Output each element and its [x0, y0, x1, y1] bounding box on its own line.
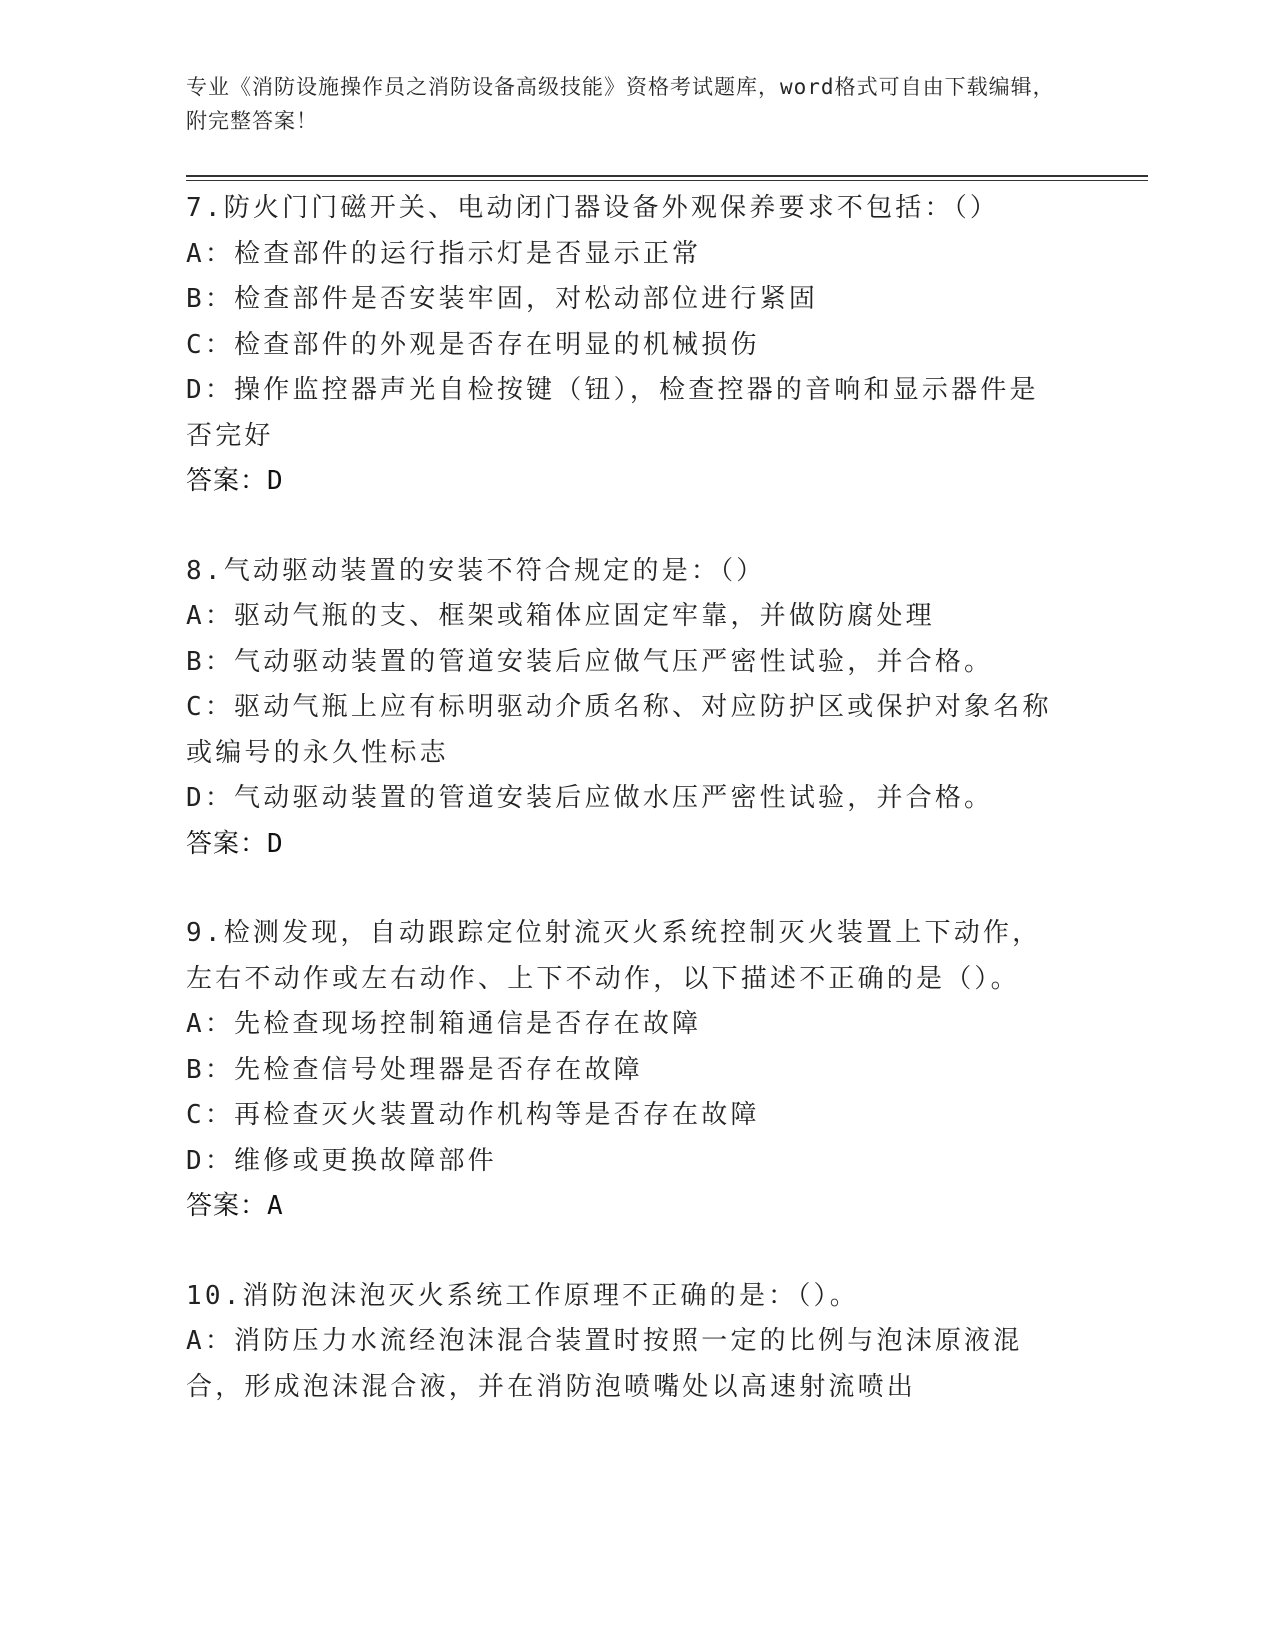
answer-label: 答案：D [186, 466, 284, 496]
option-a: A：检查部件的运行指示灯是否显示正常 [186, 238, 702, 269]
option-b: B：气动驱动装置的管道安装后应做气压严密性试验，并合格。 [186, 646, 994, 677]
question-list [186, 186, 1066, 1454]
answer-label: 答案：A [186, 1191, 284, 1221]
answer-label: 答案：D [186, 828, 284, 859]
option-a: A：驱动气瓶的支、框架或箱体应固定牢靠，并做防腐处理 [186, 601, 935, 631]
option-b: B：检查部件是否安装牢固，对松动部位进行紧固 [186, 284, 819, 314]
question-8 [186, 549, 1066, 868]
header-divider [186, 175, 1148, 181]
question-stem: 7.防火门门磁开关、电动闭门器设备外观保养要求不包括：（） [186, 193, 1000, 223]
option-c: C：检查部件的外观是否存在明显的机械损伤 [186, 329, 760, 360]
question-7 [186, 186, 1066, 505]
option-a: A：先检查现场控制箱通信是否存在故障 [186, 1009, 702, 1039]
option-b: B：先检查信号处理器是否存在故障 [186, 1054, 643, 1085]
question-10 [186, 1274, 1066, 1411]
document-header-text: 专业《消防设施操作员之消防设备高级技能》资格考试题库，word格式可自由下载编辑，附完整答案！ [186, 75, 1055, 133]
option-d: D：气动驱动装置的管道安装后应做水压严密性试验，并合格。 [186, 783, 994, 813]
option-c: C：驱动气瓶上应有标明驱动介质名称、对应防护区或保护对象名称或编号的永久性标志 [186, 692, 1052, 768]
option-a: A：消防压力水流经泡沫混合装置时按照一定的比例与泡沫原液混合，形成泡沫混合液，并在消防泡喷嘴处以高速射流喷出 [186, 1326, 1023, 1402]
option-d: D：维修或更换故障部件 [186, 1145, 497, 1176]
question-9 [186, 911, 1066, 1230]
question-stem: 10.消防泡沫泡灭火系统工作原理不正确的是：（）。 [186, 1280, 859, 1311]
question-stem: 9.检测发现，自动跟踪定位射流灭火系统控制灭火装置上下动作，左右不动作或左右动作、上下不动作，以下描述不正确的是（）。 [186, 918, 1042, 994]
option-c: C：再检查灭火装置动作机构等是否存在故障 [186, 1100, 760, 1130]
option-d: D：操作监控器声光自检按键（钮），检查控器的音响和显示器件是否完好 [186, 375, 1039, 451]
question-stem: 8.气动驱动装置的安装不符合规定的是：（） [186, 555, 766, 586]
